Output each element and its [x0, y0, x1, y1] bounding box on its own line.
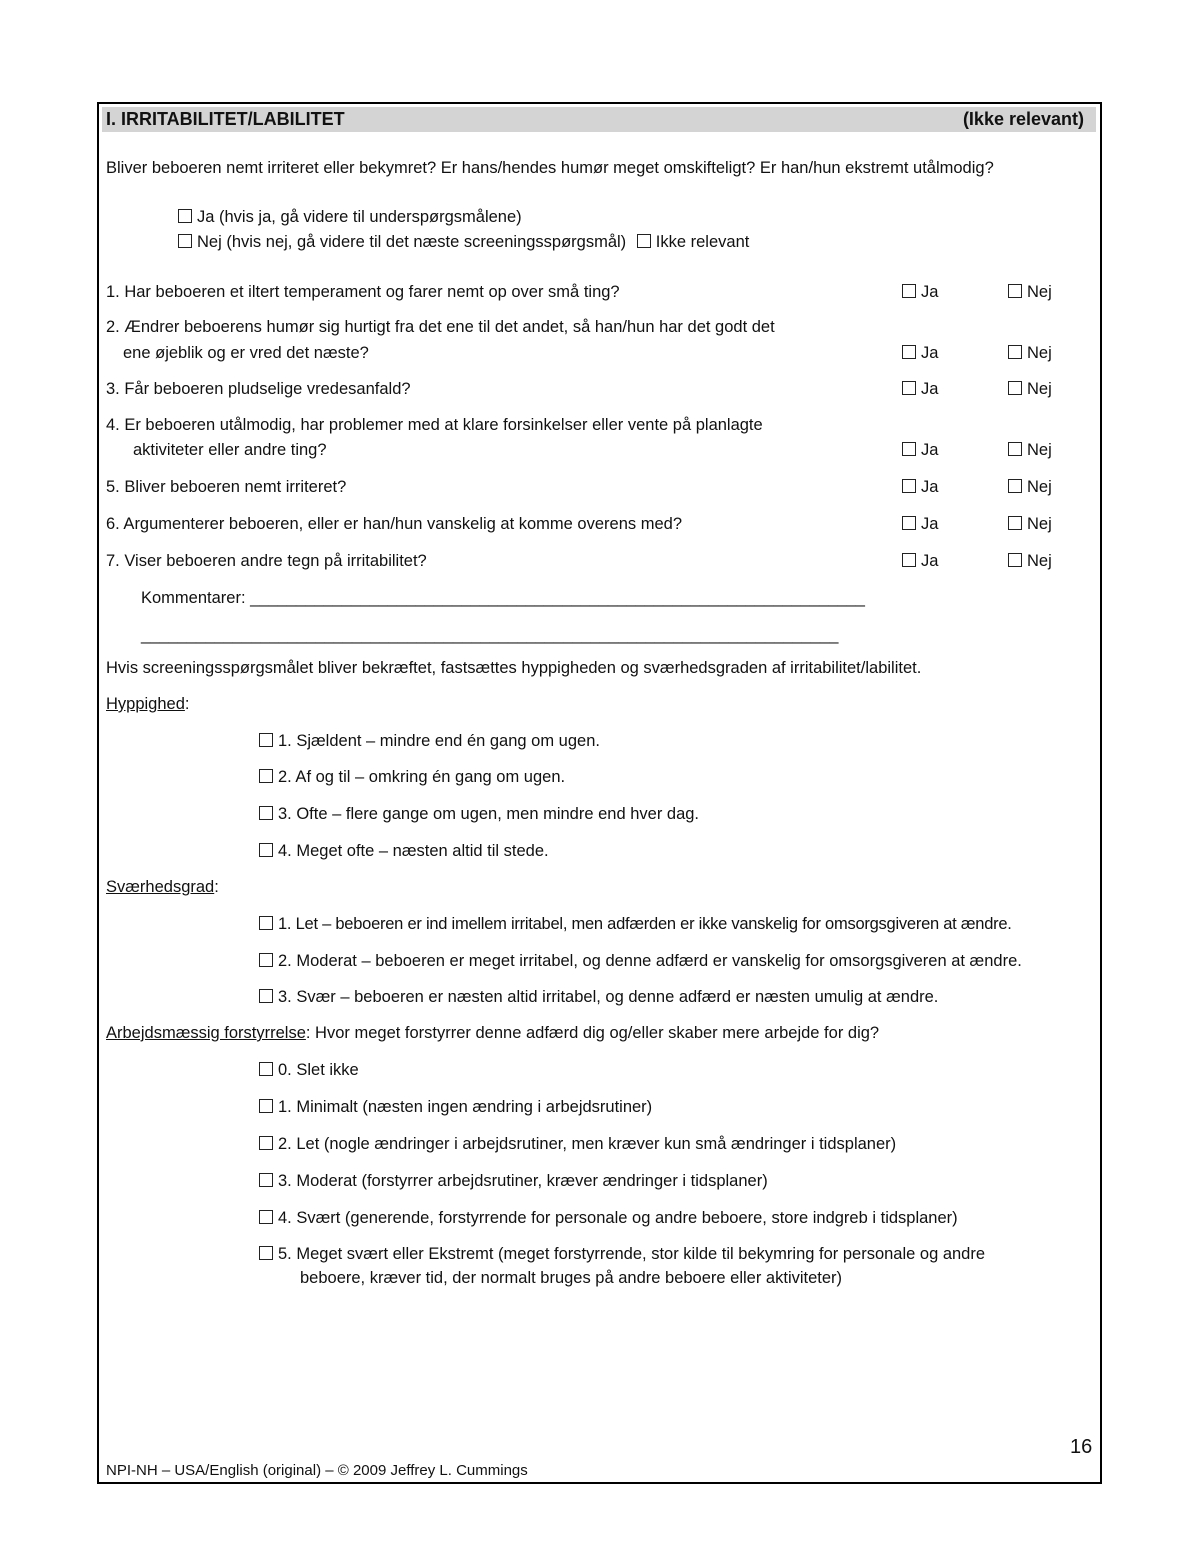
question-3: 3. Får beboeren pludselige vredesanfald?: [106, 380, 411, 398]
page-number: 16: [1070, 1436, 1093, 1458]
checkbox[interactable]: [1008, 345, 1022, 359]
checkbox[interactable]: [1008, 442, 1022, 456]
checkbox[interactable]: [902, 442, 916, 456]
checkbox[interactable]: [259, 1173, 273, 1187]
disruption-option-5-line2: beboere, kræver tid, der normalt bruges på andre beboere eller aktiviteter): [300, 1269, 843, 1287]
disruption-option-0[interactable]: [259, 1059, 359, 1081]
option-label: 4. Svært (generende, forstyrrende for personale og andre beboere, store indgreb i tidsplaner): [278, 1209, 958, 1227]
checkbox[interactable]: [1008, 553, 1022, 567]
option-label: 1. Let – beboeren er ind imellem irritabel, men adfærden er ikke vanskelig for omsorgsgiveren at ændre.: [278, 915, 1012, 933]
question-2-no[interactable]: [1008, 342, 1052, 364]
checkbox[interactable]: [259, 1210, 273, 1224]
option-label: 0. Slet ikke: [278, 1061, 359, 1079]
question-3-no[interactable]: [1008, 378, 1052, 400]
frequency-option-2[interactable]: [259, 766, 565, 788]
checkbox[interactable]: [259, 1099, 273, 1113]
question-3-yes[interactable]: [902, 378, 938, 400]
yes-label: Ja: [921, 283, 939, 301]
checkbox[interactable]: [1008, 284, 1022, 298]
checkbox[interactable]: [902, 284, 916, 298]
no-label: Nej: [1027, 344, 1052, 362]
checkbox[interactable]: [902, 479, 916, 493]
screening-na-option[interactable]: [637, 233, 750, 251]
no-label: Nej: [1027, 478, 1052, 496]
yes-label: Ja: [921, 478, 939, 496]
screening-note: Hvis screeningsspørgsmålet bliver bekræftet, fastsættes hyppigheden og sværhedsgraden af irritabilitet/labilitet.: [106, 659, 922, 677]
checkbox[interactable]: [259, 733, 273, 747]
question-2-line2: ene øjeblik og er vred det næste?: [123, 344, 369, 362]
option-label: 2. Let (nogle ændringer i arbejdsrutiner, men kræver kun små ændringer i tidsplaner): [278, 1135, 897, 1153]
question-6: 6. Argumenterer beboeren, eller er han/hun vanskelig at komme overens med?: [106, 515, 682, 533]
question-5-no[interactable]: [1008, 476, 1052, 498]
question-4-line1: 4. Er beboeren utålmodig, har problemer med at klare forsinkelser eller vente på planlagte: [106, 416, 763, 434]
frequency-option-4[interactable]: [259, 840, 549, 862]
checkbox[interactable]: [259, 916, 273, 930]
footer-copyright: NPI-NH – USA/English (original) – © 2009 Jeffrey L. Cummings: [106, 1462, 528, 1479]
checkbox[interactable]: [902, 381, 916, 395]
checkbox[interactable]: [259, 806, 273, 820]
checkbox[interactable]: [259, 1246, 273, 1260]
question-4-yes[interactable]: [902, 439, 938, 461]
question-6-yes[interactable]: [902, 513, 938, 535]
severity-option-2[interactable]: [259, 950, 1022, 972]
yes-label: Ja: [921, 344, 939, 362]
yes-label: Ja: [921, 552, 939, 570]
yes-label: Ja: [921, 380, 939, 398]
frequency-option-3[interactable]: [259, 803, 699, 825]
checkbox[interactable]: [259, 953, 273, 967]
disruption-option-4[interactable]: [259, 1207, 958, 1229]
question-7: 7. Viser beboeren andre tegn på irritabilitet?: [106, 552, 427, 570]
checkbox[interactable]: [259, 1062, 273, 1076]
question-5: 5. Bliver beboeren nemt irriteret?: [106, 478, 347, 496]
question-1: 1. Har beboeren et iltert temperament og farer nemt op over små ting?: [106, 283, 620, 301]
checkbox[interactable]: [637, 234, 651, 248]
question-1-no[interactable]: [1008, 281, 1052, 303]
no-label: Nej: [1027, 515, 1052, 533]
yes-label: Ja: [921, 441, 939, 459]
disruption-option-3[interactable]: [259, 1170, 768, 1192]
checkbox[interactable]: [259, 989, 273, 1003]
screening-no-option[interactable]: [178, 231, 749, 253]
option-label: 1. Sjældent – mindre end én gang om ugen.: [278, 732, 600, 750]
checkbox[interactable]: [902, 516, 916, 530]
disruption-heading-label: Arbejdsmæssig forstyrrelse: [106, 1024, 306, 1042]
no-label: Nej: [1027, 441, 1052, 459]
question-5-yes[interactable]: [902, 476, 938, 498]
no-label: Nej: [1027, 283, 1052, 301]
disruption-heading: [106, 1022, 879, 1044]
frequency-heading: [106, 693, 189, 715]
no-label: Nej: [1027, 380, 1052, 398]
no-label: Nej: [1027, 552, 1052, 570]
question-7-yes[interactable]: [902, 550, 938, 572]
question-2-line1: 2. Ændrer beboerens humør sig hurtigt fra det ene til det andet, så han/hun har det godt det: [106, 318, 775, 336]
disruption-option-2[interactable]: [259, 1133, 896, 1155]
question-7-no[interactable]: [1008, 550, 1052, 572]
screening-question: Bliver beboeren nemt irriteret eller bekymret? Er hans/hendes humør meget omskifteligt? Er han/hun ekstremt utålmodig?: [106, 159, 994, 177]
question-4-line2: aktiviteter eller andre ting?: [133, 441, 327, 459]
option-label: 2. Moderat – beboeren er meget irritabel, og denne adfærd er vanskelig for omsorgsgiveren at ændre.: [278, 952, 1022, 970]
checkbox[interactable]: [1008, 516, 1022, 530]
checkbox[interactable]: [259, 843, 273, 857]
screening-no-label: Nej (hvis nej, gå videre til det næste screeningsspørgsmål): [197, 233, 627, 251]
comments-field[interactable]: Kommentarer: ___________________________________________________________________: [141, 589, 865, 607]
disruption-heading-suffix: : Hvor meget forstyrrer denne adfærd dig og/eller skaber mere arbejde for dig?: [305, 1024, 880, 1042]
checkbox[interactable]: [902, 345, 916, 359]
checkbox[interactable]: [178, 234, 192, 248]
not-relevant-header-label: (Ikke relevant): [962, 109, 1084, 129]
question-2-yes[interactable]: [902, 342, 938, 364]
comments-field-line2[interactable]: ____________________________________________________________________________: [141, 626, 839, 644]
severity-option-3[interactable]: [259, 986, 938, 1008]
checkbox[interactable]: [1008, 479, 1022, 493]
yes-label: Ja: [921, 515, 939, 533]
frequency-option-1[interactable]: [259, 730, 600, 752]
screening-yes-label: Ja (hvis ja, gå videre til underspørgsmålene): [197, 208, 522, 226]
screening-na-label: Ikke relevant: [655, 233, 750, 251]
severity-heading-label: Sværhedsgrad: [106, 878, 215, 896]
frequency-heading-suffix: :: [184, 695, 190, 713]
severity-heading: [106, 876, 219, 898]
option-label: 4. Meget ofte – næsten altid til stede.: [278, 842, 549, 860]
option-label: 3. Svær – beboeren er næsten altid irritabel, og denne adfærd er næsten umulig at ændre.: [278, 988, 939, 1006]
frequency-heading-label: Hyppighed: [106, 695, 185, 713]
option-label: 1. Minimalt (næsten ingen ændring i arbejdsrutiner): [278, 1098, 653, 1116]
question-1-yes[interactable]: [902, 281, 938, 303]
checkbox[interactable]: [259, 769, 273, 783]
option-label: 5. Meget svært eller Ekstremt (meget forstyrrende, stor kilde til bekymring for personale og andre: [278, 1245, 986, 1263]
question-4-no[interactable]: [1008, 439, 1052, 461]
disruption-option-5[interactable]: [259, 1243, 985, 1265]
checkbox[interactable]: [1008, 381, 1022, 395]
severity-heading-suffix: :: [214, 878, 219, 896]
option-label: 2. Af og til – omkring én gang om ugen.: [278, 768, 566, 786]
option-label: 3. Moderat (forstyrrer arbejdsrutiner, kræver ændringer i tidsplaner): [278, 1172, 768, 1190]
section-title: I. IRRITABILITET/LABILITET: [106, 109, 345, 129]
disruption-option-1[interactable]: [259, 1096, 652, 1118]
checkbox[interactable]: [178, 209, 192, 223]
option-label: 3. Ofte – flere gange om ugen, men mindre end hver dag.: [278, 805, 700, 823]
checkbox[interactable]: [902, 553, 916, 567]
question-6-no[interactable]: [1008, 513, 1052, 535]
screening-yes-option[interactable]: [178, 206, 522, 228]
checkbox[interactable]: [259, 1136, 273, 1150]
severity-option-1[interactable]: [259, 913, 1012, 935]
